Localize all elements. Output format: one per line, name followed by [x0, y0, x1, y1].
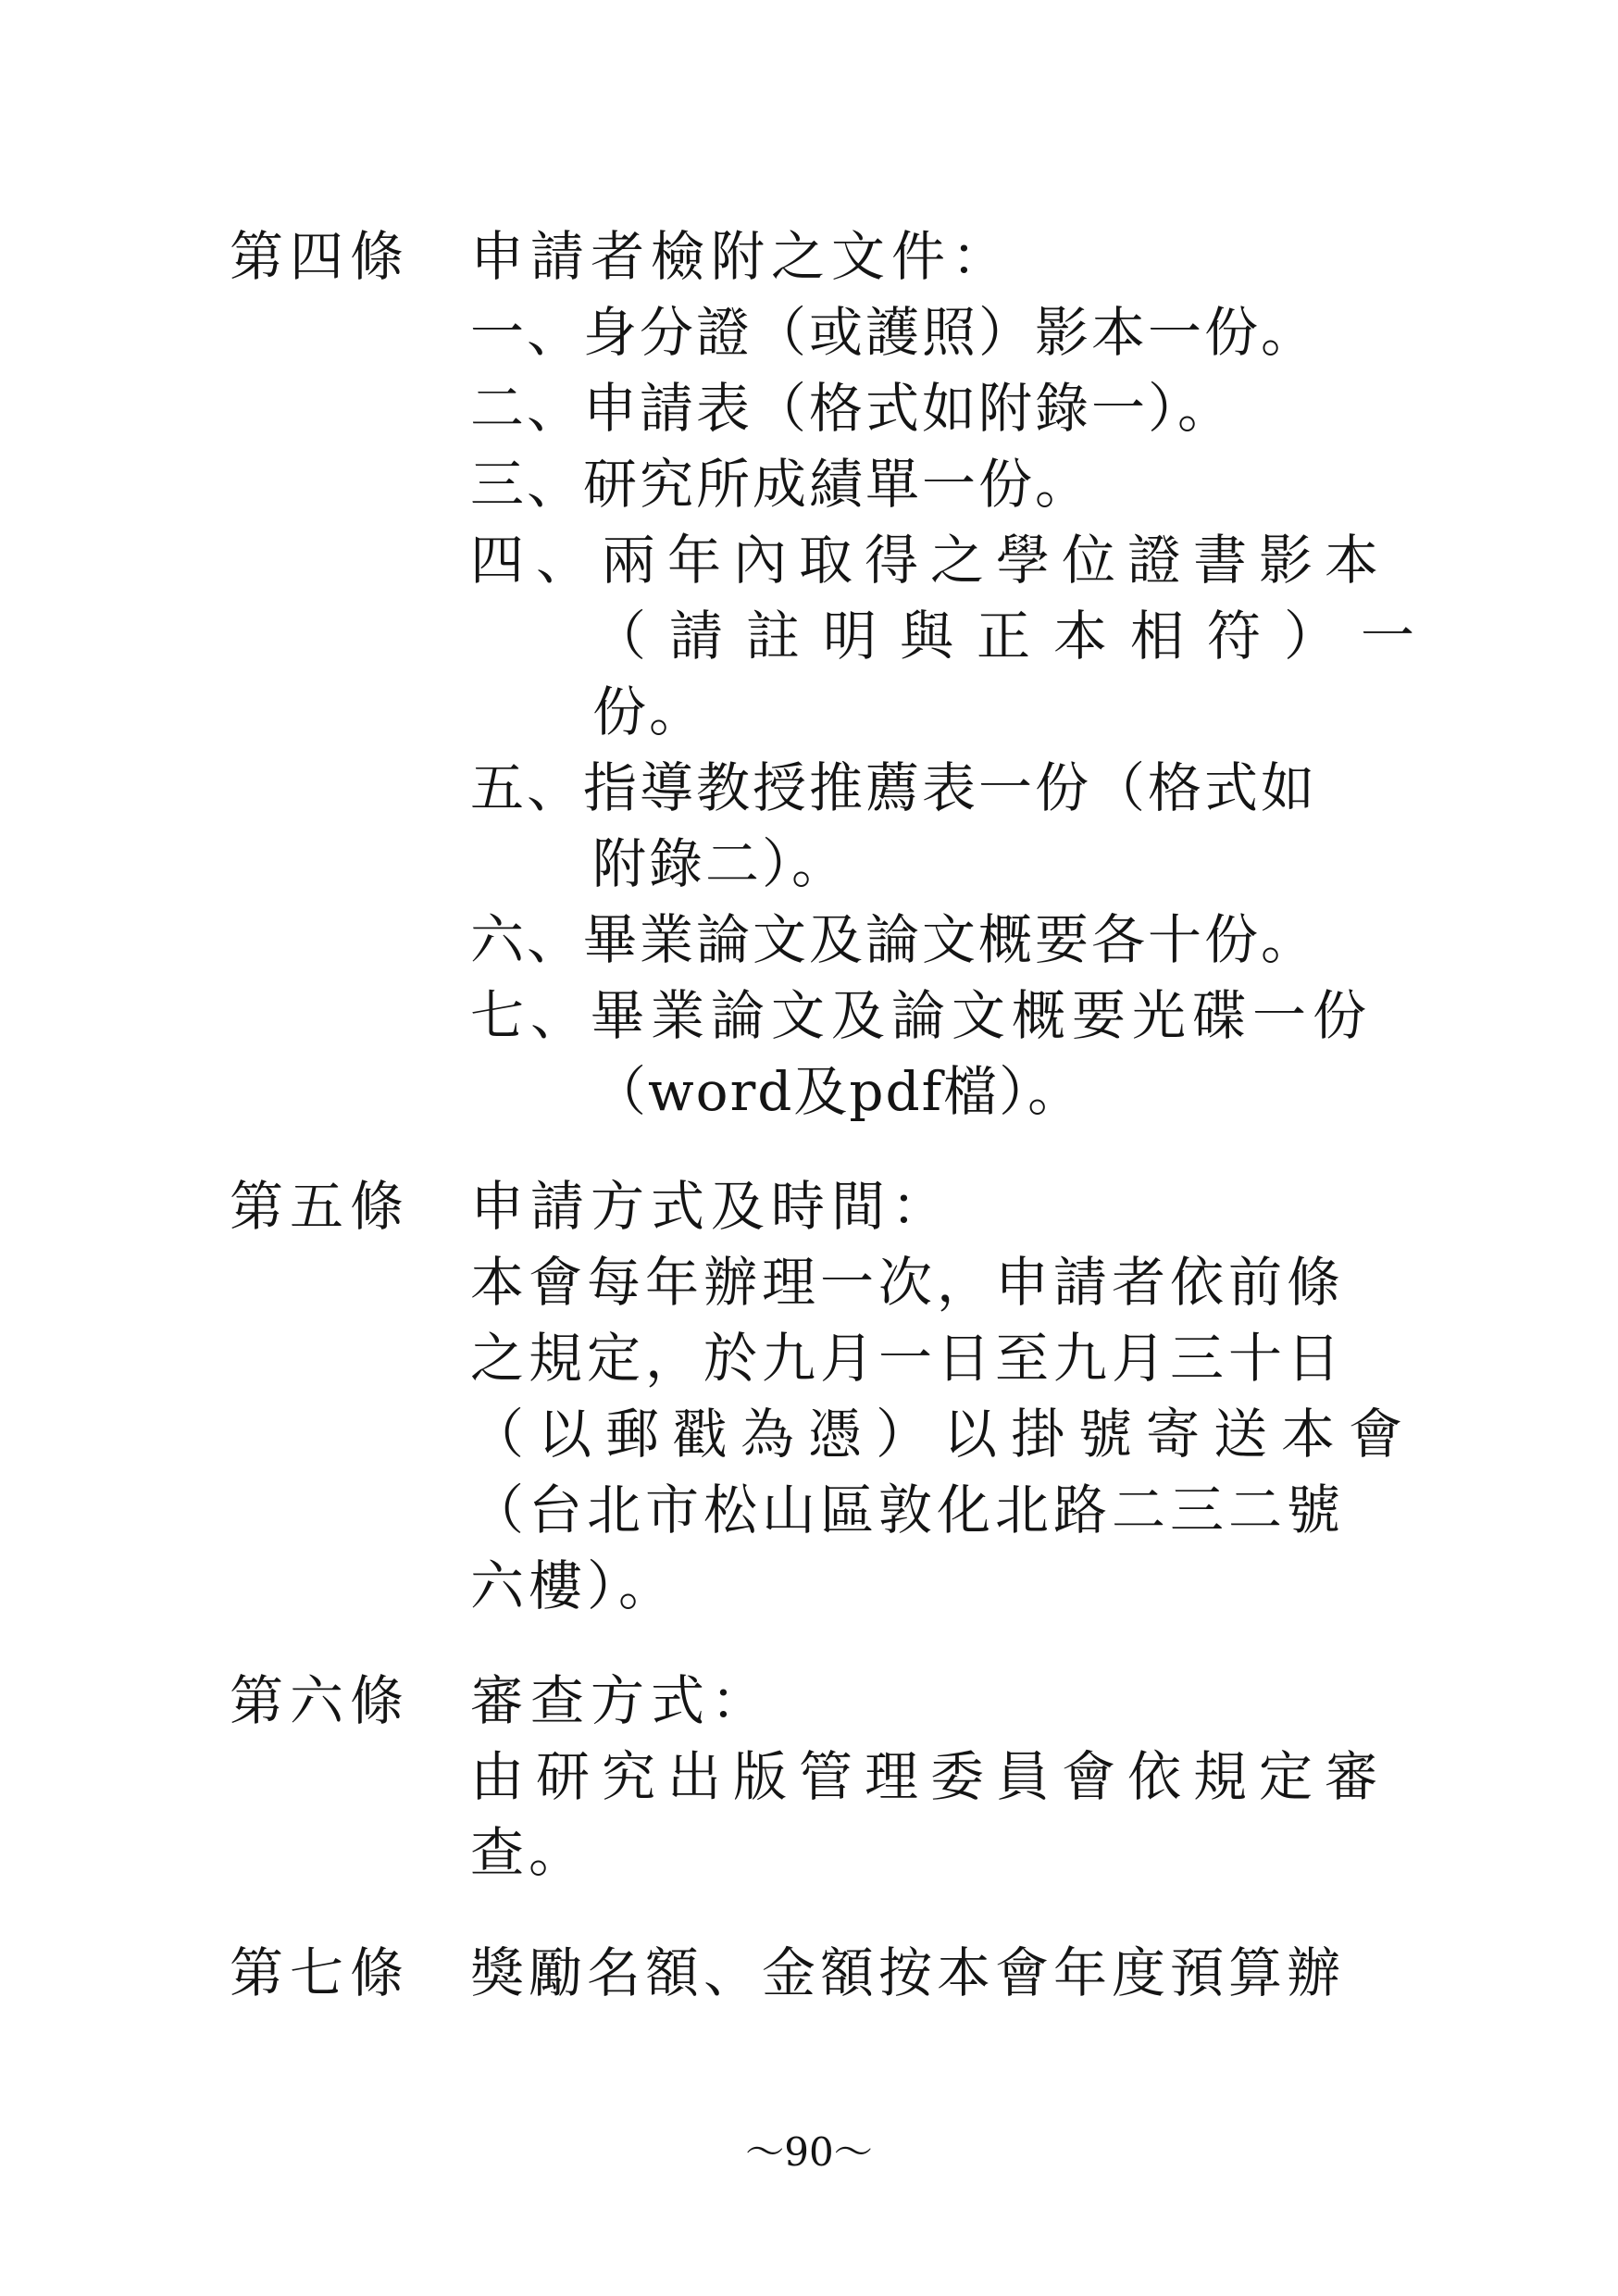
article-7-label: 第七條	[230, 1941, 411, 2004]
article-4-item-1: 一、身分證（或護照）影本一份。	[470, 301, 1318, 364]
article-4-item-5-cont: 附錄二）。	[592, 832, 849, 895]
article-5-text-4: （台北市松山區敦化北路二三二號	[470, 1479, 1346, 1541]
article-5-text-1: 本會每年辦理一次，申請者依前條	[470, 1251, 1346, 1314]
article-5-text-5: 六樓）。	[470, 1554, 678, 1617]
article-4-item-3: 三、研究所成績單一份。	[470, 453, 1092, 516]
article-5-text-3: （以郵戳為憑）以掛號寄送本會	[470, 1403, 1417, 1466]
article-4-item-7-cont: （word及pdf檔）。	[592, 1060, 1084, 1123]
article-4-item-5: 五、指導教授推薦表一份（格式如	[470, 756, 1318, 819]
article-5-text-2: 之規定，於九月一日至九月三十日	[470, 1327, 1346, 1390]
article-4-item-2: 二、申請表（格式如附錄一）。	[470, 377, 1235, 440]
article-5-label: 第五條	[230, 1175, 411, 1238]
article-4-label: 第四條	[230, 225, 411, 288]
article-6-text-2: 查。	[470, 1821, 588, 1884]
article-4-item-4-cont-2: 份。	[592, 680, 706, 743]
article-4-item-6: 六、畢業論文及論文概要各十份。	[470, 908, 1318, 971]
article-4-heading: 申請者檢附之文件：	[470, 225, 1013, 288]
article-4-item-4: 四、兩年內取得之學位證書影本	[470, 529, 1391, 592]
article-4-item-7: 七、畢業論文及論文概要光碟一份	[470, 984, 1374, 1047]
article-6-label: 第六條	[230, 1669, 411, 1732]
article-6-text-1: 由研究出版管理委員會依規定審	[470, 1745, 1391, 1808]
article-6-heading: 審查方式：	[470, 1669, 772, 1732]
article-5-heading: 申請方式及時間：	[470, 1175, 952, 1238]
article-7-text-1: 獎勵名額、金額按本會年度預算辦	[470, 1941, 1346, 2004]
article-4-item-4-cont-1: （請註明與正本相符）一	[592, 605, 1438, 668]
page-number: ～90～	[745, 2129, 873, 2175]
